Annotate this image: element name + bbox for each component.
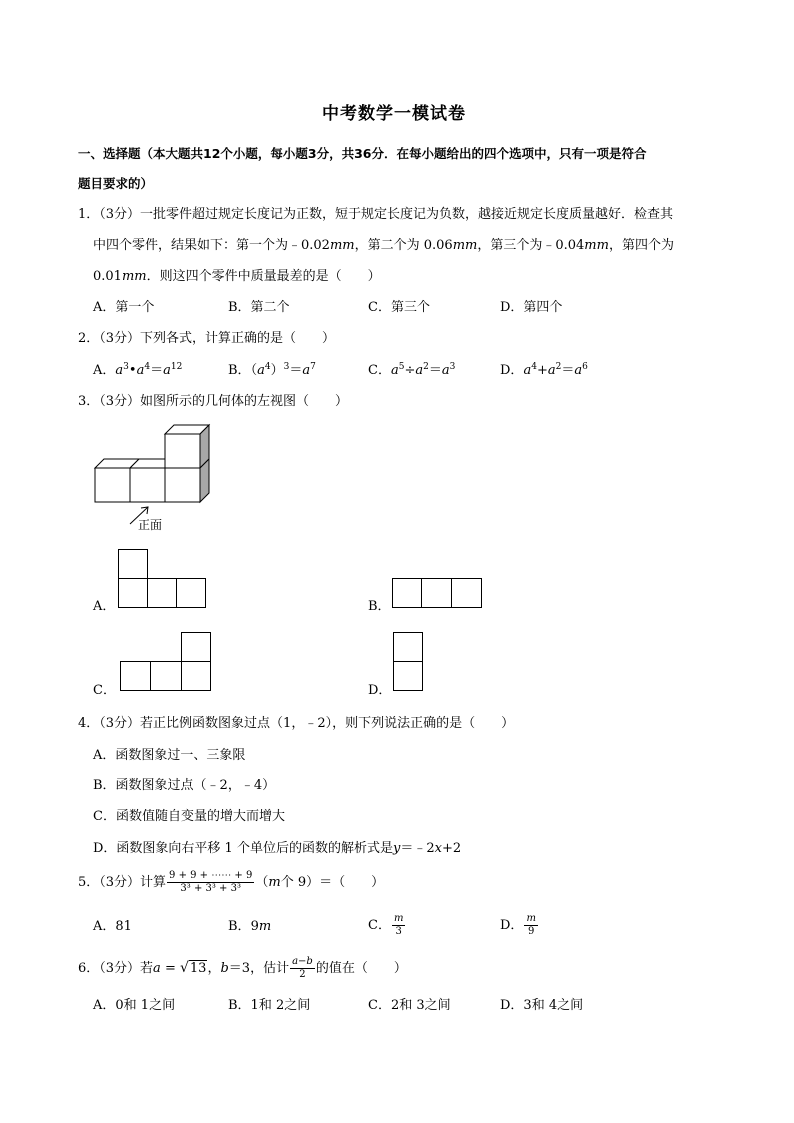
q4-option-a[interactable]: A．函数图象过一、三象限 (93, 748, 246, 763)
q5-stem: 5．（3分）计算 $\frac{9 + 9 + \cdots\cdots + 9}{\text{3³ + 3³ + 3³}}$ （m个 9）＝（ ） (78, 870, 385, 894)
q3-option-a-letter[interactable]: A． (93, 599, 116, 614)
q1-option-a[interactable]: A．第一个 (93, 300, 155, 315)
q1-line3: 0.01mm．则这四个零件中质量最差的是（ ） (93, 269, 381, 284)
q1-option-d[interactable]: D．第四个 (500, 300, 563, 315)
cube-front-face (165, 468, 200, 502)
q6-stem: 6．（3分）若a = √13，b＝3，估计 $\frac{a-b}{2}$ 的值在（ ） (78, 956, 407, 980)
q3-option-c-view[interactable] (120, 632, 212, 692)
q4-option-c[interactable]: C．函数值随自变量的增大而增大 (93, 809, 285, 824)
q6-option-c[interactable]: C．2和 3之间 (368, 998, 451, 1013)
q2-option-c[interactable]: C．$a^5\div a^2=a^3$ (368, 362, 456, 378)
q3-option-b-view[interactable] (392, 578, 483, 609)
q4-option-d[interactable]: D．函数图象向右平移 1 个单位后的函数的解析式是y＝﹣2x+2 (93, 841, 462, 856)
q1-option-b[interactable]: B．第二个 (228, 300, 290, 315)
q6-option-a[interactable]: A．0和 1之间 (93, 998, 176, 1013)
q3-option-c-letter[interactable]: C． (93, 683, 116, 698)
q3-option-d-letter[interactable]: D． (368, 683, 392, 698)
cube-front-face (130, 468, 165, 502)
q5-option-c[interactable]: C． $\frac{m}{3}$ (368, 913, 404, 937)
front-label: 正面 (138, 518, 163, 532)
cube-stack-figure (90, 420, 222, 502)
q5-option-b[interactable]: B．9m (228, 919, 272, 934)
q6-option-b[interactable]: B．1和 2之间 (228, 998, 311, 1013)
q1-option-c[interactable]: C．第三个 (368, 300, 430, 315)
q3-stem: 3．（3分）如图所示的几何体的左视图（ ） (78, 394, 349, 409)
section-heading-line2: 题目要求的） (78, 176, 154, 191)
q5-option-d[interactable]: D． $\frac{m}{9}$ (500, 913, 536, 937)
q4-stem: 4．（3分）若正比例函数图象过点（1，﹣2），则下列说法正确的是（ ） (78, 716, 515, 731)
q3-option-b-letter[interactable]: B． (368, 599, 391, 614)
section-heading-line1: 一、选择题（本大题共12个小题，每小题3分，共36分．在每小题给出的四个选项中，只有一项是符合 (78, 146, 647, 161)
q6-option-d[interactable]: D．3和 4之间 (500, 998, 584, 1013)
q1-line1: 1．（3分）一批零件超过规定长度记为正数，短于规定长度记为负数，越接近规定长度质量越好．检查其 (78, 207, 674, 222)
q6-fraction: $\frac{a-b}{2}$ (292, 956, 313, 980)
cube-front-face (95, 468, 130, 502)
q2-option-a[interactable]: A．$a^3•a^4=a^{12}$ (93, 362, 183, 378)
q2-option-d[interactable]: D．$a^4+a^2=a^6$ (500, 362, 588, 378)
q1-line2: 中四个零件，结果如下：第一个为﹣0.02mm，第二个为 0.06mm，第三个为﹣0.04mm，第四个为 (93, 238, 674, 253)
q3-option-d-view[interactable] (393, 632, 424, 692)
q5-option-a[interactable]: A．81 (93, 919, 132, 934)
page-title: 中考数学一模试卷 (322, 104, 466, 124)
cube-front-face (165, 434, 200, 468)
q5-fraction: $\frac{9 + 9 + \cdots\cdots + 9}{\text{3³ + 3³ + 3³}}$ (169, 870, 253, 894)
q3-option-a-view[interactable] (118, 549, 208, 609)
q2-stem: 2．（3分）下列各式，计算正确的是（ ） (78, 331, 336, 346)
q2-option-b[interactable]: B．$(a^4)^3=a^7$ (228, 362, 316, 378)
q4-option-b[interactable]: B．函数图象过点（﹣2，﹣4） (93, 778, 276, 793)
